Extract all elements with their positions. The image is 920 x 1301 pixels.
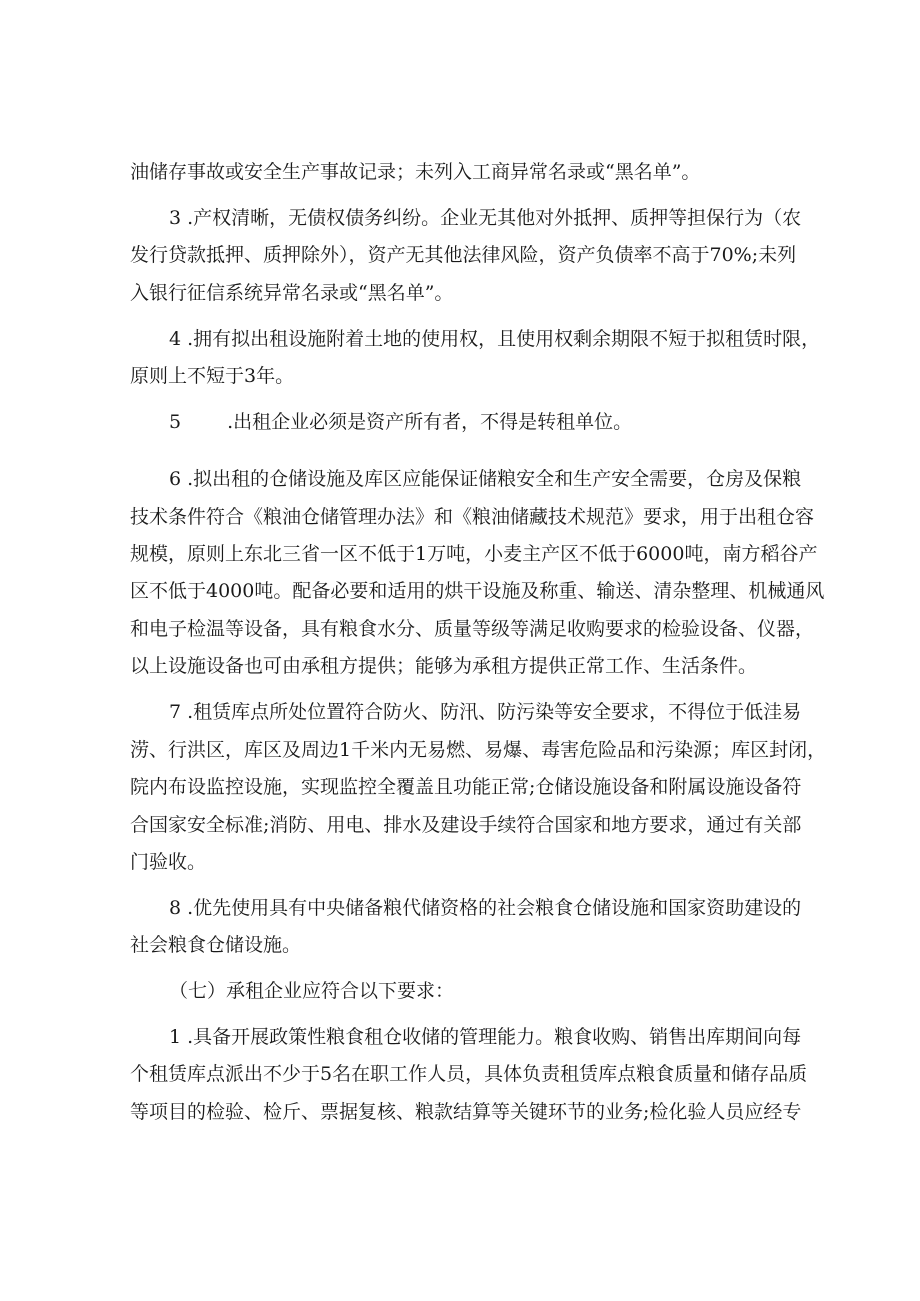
text-line: 6 .拟出租的仓储设施及库区应能保证储粮安全和生产安全需要，仓房及保粮 xyxy=(169,468,802,490)
text-line: 涝、行洪区，库区及周边1千米内无易燃、易爆、毒害危险品和污染源；库区封闭， xyxy=(130,739,827,761)
text-line: 油储存事故或安全生产事故记录；未列入工商异常名录或“黑名单”。 xyxy=(130,161,701,183)
text-line: 区不低于4000吨。配备必要和适用的烘干设施及称重、输送、清杂整理、机械通风 xyxy=(130,580,825,602)
text-line: 入银行征信系统异常名录或“黑名单”。 xyxy=(130,282,454,304)
text-line: 8 .优先使用具有中央储备粮代储资格的社会粮食仓储设施和国家资助建设的 xyxy=(169,897,802,919)
text-line: 原则上不短于3年。 xyxy=(130,365,295,387)
text-line: 4 .拥有拟出租设施附着土地的使用权，且使用权剩余期限不短于拟租赁时限， xyxy=(169,328,821,350)
text-line: 发行贷款抵押、质押除外），资产无其他法律风险，资产负债率不高于70%;未列 xyxy=(130,244,797,266)
text-line: 门验收。 xyxy=(130,851,207,873)
text-line: 院内布设监控设施，实现监控全覆盖且功能正常;仓储设施设备和附属设施设备符 xyxy=(130,776,802,798)
text-line: 以上设施设备也可由承租方提供；能够为承租方提供正常工作、生活条件。 xyxy=(130,655,758,677)
text-line: 和电子检温等设备，具有粮食水分、质量等级等满足收购要求的检验设备、仪器， xyxy=(130,618,815,640)
text-line: 等项目的检验、检斤、票据复核、粮款结算等关键环节的业务;检化验人员应经专 xyxy=(130,1101,802,1123)
text-line: 合国家安全标准;消防、用电、排水及建设手续符合国家和地方要求，通过有关部 xyxy=(130,814,802,836)
text-line: 7 .租赁库点所处位置符合防火、防汛、防污染等安全要求，不得位于低洼易 xyxy=(169,701,802,723)
text-line xyxy=(0,410,920,434)
item-text: .出租企业必须是资产所有者，不得是转租单位。 xyxy=(227,411,633,433)
text-line: 个租赁库点派出不少于5名在职工作人员，具体负责租赁库点粮食质量和储存品质 xyxy=(130,1063,808,1085)
text-line: 技术条件符合《粮油仓储管理办法》和《粮油储藏技术规范》要求，用于出租仓容 xyxy=(130,506,815,528)
item-number: 5 xyxy=(169,411,182,433)
text-line: 1 .具备开展政策性粮食租仓收储的管理能力。粮食收购、销售出库期间向每 xyxy=(169,1026,802,1048)
text-line: 社会粮食仓储设施。 xyxy=(130,934,302,956)
text-line: 规模，原则上东北三省一区不低于1万吨，小麦主产区不低于6000吨，南方稻谷产 xyxy=(130,543,818,565)
text-line: （七）承租企业应符合以下要求： xyxy=(169,980,455,1002)
text-line: 3 .产权清晰，无债权债务纠纷。企业无其他对外抵押、质押等担保行为（农 xyxy=(169,207,802,229)
